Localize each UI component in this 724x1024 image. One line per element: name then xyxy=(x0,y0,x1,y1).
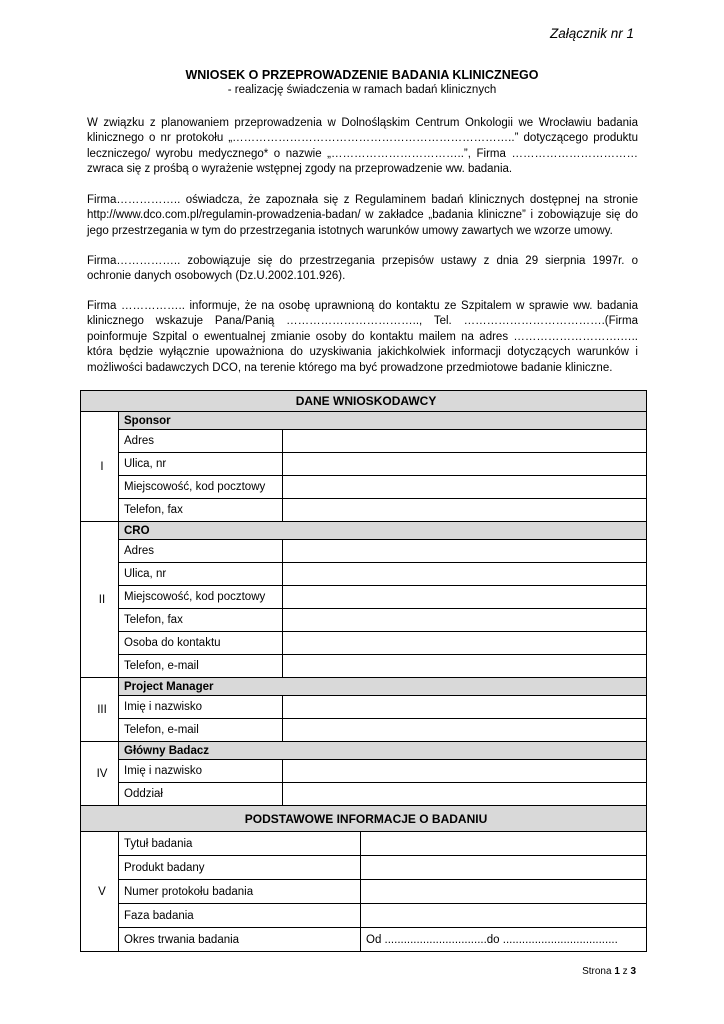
paragraph-data-protection: Firma…………….. zobowiązuje się do przestrzegania przepisów ustawy z dnia 29 sierpnia 1997r. o ochronie danych osobowych (Dz.U.2002.101.926). xyxy=(87,255,638,283)
group-heading-cro: CRO xyxy=(119,522,647,540)
footer-separator: z xyxy=(622,966,628,977)
protocol-number-input[interactable] xyxy=(361,880,647,904)
paragraph-request: W związku z planowaniem przeprowadzenia w Dolnośląskim Centrum Onkologii we Wrocławiu badania klinicznego o nr protokołu „………………………………………………………………..” dotyczącego produktu leczniczego/ wyrobu medycznego* o nazwie „……………………………..”, Firma …………………………… zwraca się z prośbą o wyrażenie wstępnej zgody na przeprowadzenie ww. badania. xyxy=(87,117,638,176)
roman-numeral-i: I xyxy=(81,412,119,522)
pm-email-input[interactable] xyxy=(283,719,647,742)
field-label: Telefon, e-mail xyxy=(119,655,283,678)
field-label: Telefon, e-mail xyxy=(119,719,283,742)
cro-address-input[interactable] xyxy=(283,540,647,563)
field-label: Telefon, fax xyxy=(119,609,283,632)
sponsor-phone-input[interactable] xyxy=(283,499,647,522)
field-label: Adres xyxy=(119,540,283,563)
form-subtitle: - realizację świadczenia w ramach badań klinicznych xyxy=(227,84,497,96)
pi-department-input[interactable] xyxy=(283,783,647,806)
annex-label: Załącznik nr 1 xyxy=(549,26,634,41)
study-phase-input[interactable] xyxy=(361,904,647,928)
sponsor-street-input[interactable] xyxy=(283,453,647,476)
roman-numeral-iv: IV xyxy=(81,742,119,806)
field-label: Tytuł badania xyxy=(119,832,361,856)
group-heading-sponsor: Sponsor xyxy=(119,412,647,430)
field-label: Ulica, nr xyxy=(119,563,283,586)
field-label: Ulica, nr xyxy=(119,453,283,476)
study-product-input[interactable] xyxy=(361,856,647,880)
footer-page-number: 1 xyxy=(614,966,620,977)
roman-numeral-ii: II xyxy=(81,522,119,678)
section-header-study-info: PODSTAWOWE INFORMACJE O BADANIU xyxy=(81,806,647,832)
paragraph-contact-person: Firma …………….. informuje, że na osobę uprawnioną do kontaktu ze Szpitalem w sprawie ww. badania klinicznego wskazuje Pana/Panią …………………………….., Tel. ……………………………….(Firma poinformuje Szpital o ewentualnej zmianie osoby do kontaktu mailem na adres ……………………….….. która będzie wyłącznie upoważniona do uzyskiwania jakichkolwiek informacji dotyczących warunków i możliwości badawczych DCO, na terenie którego ma być prowadzone przedmiotowe badanie kliniczne. xyxy=(87,300,638,374)
cro-phone-input[interactable] xyxy=(283,609,647,632)
field-label: Telefon, fax xyxy=(119,499,283,522)
paragraph-regulations: Firma…………….. oświadcza, że zapoznała się z Regulaminem badań klinicznych dostępnej na stronie http://www.dco.com.pl/regulamin-prowadzenia-badan/ w zakładce „badania kliniczne” i zobowiązuje się do jego przestrzegania w tym do przestrzegania istotnych warunków umowy zawartych we wzorze umowy. xyxy=(87,194,638,237)
cro-street-input[interactable] xyxy=(283,563,647,586)
group-heading-principal-investigator: Główny Badacz xyxy=(119,742,647,760)
field-label: Imię i nazwisko xyxy=(119,696,283,719)
section-header-applicant: DANE WNIOSKODAWCY xyxy=(81,391,647,412)
field-label: Miejscowość, kod pocztowy xyxy=(119,586,283,609)
sponsor-address-input[interactable] xyxy=(283,430,647,453)
footer-prefix: Strona xyxy=(582,966,612,977)
pi-name-input[interactable] xyxy=(283,760,647,783)
applicant-data-table xyxy=(80,390,647,952)
field-label: Adres xyxy=(119,430,283,453)
pm-name-input[interactable] xyxy=(283,696,647,719)
group-heading-project-manager: Project Manager xyxy=(119,678,647,696)
study-duration-input[interactable]: Od ................................do .................................... xyxy=(361,928,647,952)
form-title: WNIOSEK O PRZEPROWADZENIE BADANIA KLINICZNEGO xyxy=(185,68,539,82)
cro-email-input[interactable] xyxy=(283,655,647,678)
cro-contact-person-input[interactable] xyxy=(283,632,647,655)
field-label: Produkt badany xyxy=(119,856,361,880)
field-label: Faza badania xyxy=(119,904,361,928)
page-footer xyxy=(582,966,636,977)
sponsor-city-input[interactable] xyxy=(283,476,647,499)
roman-numeral-v: V xyxy=(81,832,119,952)
field-label: Miejscowość, kod pocztowy xyxy=(119,476,283,499)
field-label: Imię i nazwisko xyxy=(119,760,283,783)
cro-city-input[interactable] xyxy=(283,586,647,609)
study-title-input[interactable] xyxy=(361,832,647,856)
field-label: Numer protokołu badania xyxy=(119,880,361,904)
field-label: Osoba do kontaktu xyxy=(119,632,283,655)
footer-page-total: 3 xyxy=(630,966,636,977)
field-label: Oddział xyxy=(119,783,283,806)
field-label: Okres trwania badania xyxy=(119,928,361,952)
roman-numeral-iii: III xyxy=(81,678,119,742)
